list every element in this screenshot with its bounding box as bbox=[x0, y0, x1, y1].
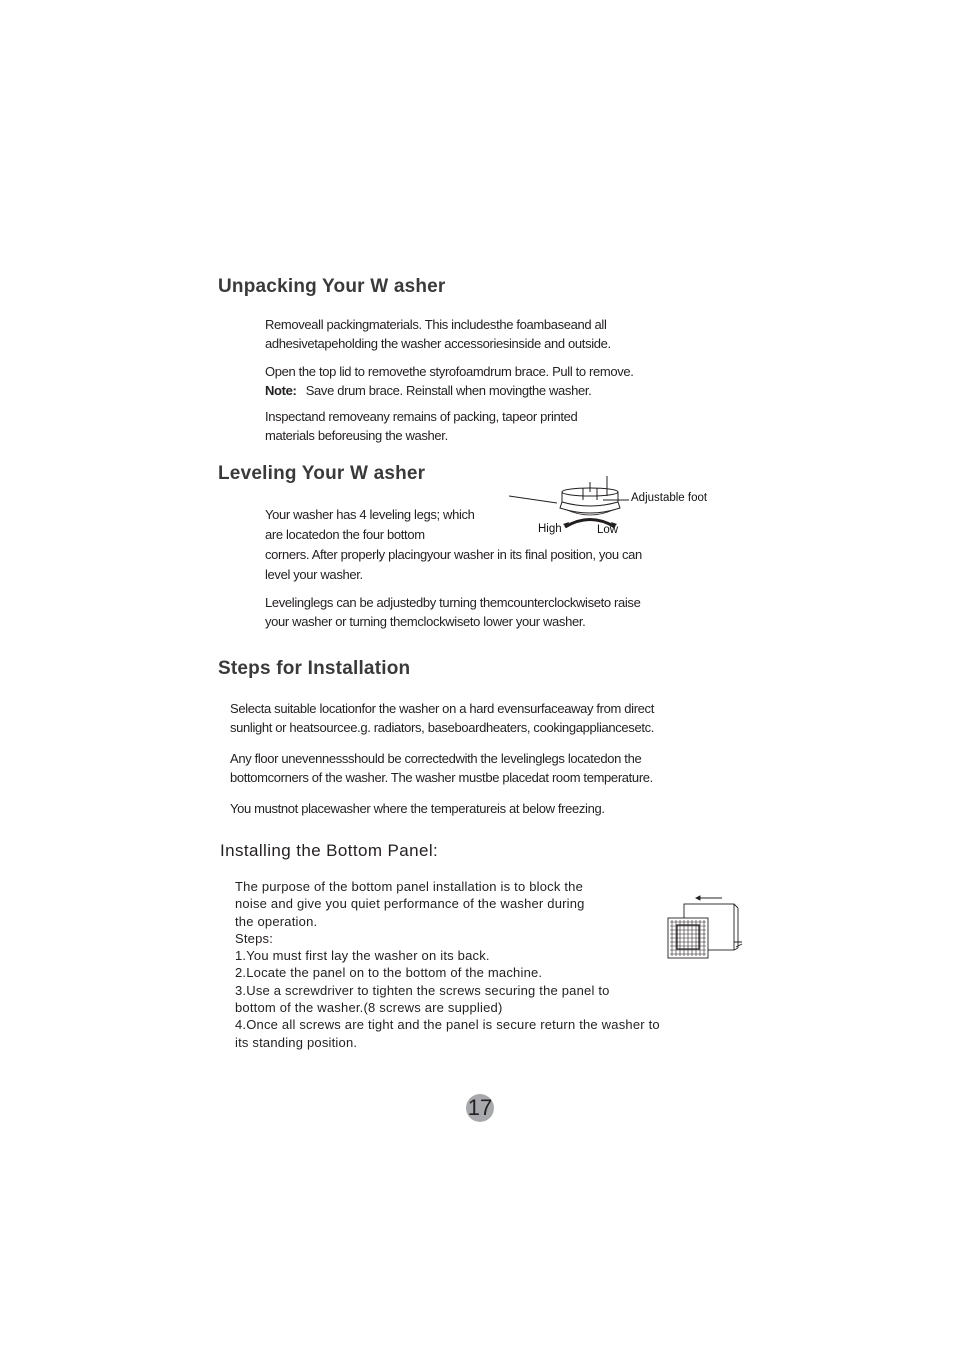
text-line: Selecta suitable locationfor the washer on a hard evensurfaceaway from direct bbox=[230, 701, 654, 716]
text-line: sunlight or heatsourcee.g. radiators, baseboardheaters, cookingappliancesetc. bbox=[230, 719, 655, 735]
text-line: Open the top lid to removethe styrofoamdrum brace. Pull to remove. bbox=[265, 364, 634, 379]
text-line: bottom of the washer.(8 screws are supplied) bbox=[235, 1000, 503, 1016]
text-line: are locatedon the four bottom bbox=[265, 527, 425, 542]
text-line: Inspectand removeany remains of packing, tapeor printed bbox=[265, 409, 578, 424]
note-label: Note: bbox=[265, 382, 297, 398]
text-line: Steps: bbox=[235, 930, 274, 946]
steps-paragraph-2 bbox=[230, 750, 653, 787]
text-line: The purpose of the bottom panel installation is to block the bbox=[235, 879, 584, 894]
unpacking-paragraph-3 bbox=[265, 408, 577, 445]
text-line: bottomcorners of the washer. The washer mustbe placedat room temperature. bbox=[230, 769, 653, 785]
text-line: corners. After properly placingyour washer in its final position, you can bbox=[265, 547, 642, 562]
text-line: 2.Locate the panel on to the bottom of the machine. bbox=[235, 965, 543, 981]
text-line: level your washer. bbox=[265, 567, 363, 582]
text-line: materials beforeusing the washer. bbox=[265, 427, 448, 443]
leveling-heading: Leveling Your W asher bbox=[218, 463, 426, 484]
unpacking-heading: Unpacking Your W asher bbox=[218, 276, 446, 297]
text-line: Removeall packingmaterials. This includesthe foambaseand all bbox=[265, 317, 607, 332]
text-line: adhesivetapeholding the washer accessoriesinside and outside. bbox=[265, 335, 611, 351]
low-label: Low bbox=[597, 524, 619, 536]
text-line: 4.Once all screws are tight and the panel is secure return the washer to bbox=[235, 1017, 660, 1033]
text-line: Levelinglegs can be adjustedby turning themcounterclockwiseto raise bbox=[265, 595, 641, 610]
note-line bbox=[265, 382, 634, 401]
unpacking-paragraph-2 bbox=[265, 363, 634, 400]
leveling-paragraph-1 bbox=[265, 505, 642, 585]
text-line: 3.Use a screwdriver to tighten the screws securing the panel to bbox=[235, 982, 610, 998]
bottom-panel-text bbox=[235, 878, 660, 1051]
text-line: noise and give you quiet performance of the washer during bbox=[235, 896, 585, 912]
text-line: You mustnot placewasher where the temperatureis at below freezing. bbox=[230, 801, 605, 816]
leveling-paragraph-2 bbox=[265, 594, 640, 631]
adjustable-foot-label: Adjustable foot bbox=[631, 492, 708, 504]
page-number: 17 bbox=[467, 1095, 493, 1120]
text-line: its standing position. bbox=[235, 1034, 358, 1050]
text-line: 1.You must first lay the washer on its back. bbox=[235, 948, 490, 964]
unpacking-paragraph-1 bbox=[265, 316, 611, 353]
bottom-panel-heading: Installing the Bottom Panel: bbox=[220, 841, 439, 860]
bottom-panel-illustration bbox=[664, 892, 744, 962]
steps-heading: Steps for Installation bbox=[218, 658, 411, 679]
text-line: the operation. bbox=[235, 913, 318, 929]
steps-paragraph-1 bbox=[230, 700, 654, 737]
steps-paragraph-3 bbox=[230, 800, 605, 819]
text-line: Your washer has 4 leveling legs; which bbox=[265, 507, 475, 522]
note-text: Save drum brace. Reinstall when movingthe washer. bbox=[305, 382, 592, 398]
text-line: Any floor unevennessshould be correctedwith the levelinglegs locatedon the bbox=[230, 751, 642, 766]
high-label: High bbox=[538, 523, 562, 535]
text-line: your washer or turning themclockwiseto lower your washer. bbox=[265, 613, 586, 629]
